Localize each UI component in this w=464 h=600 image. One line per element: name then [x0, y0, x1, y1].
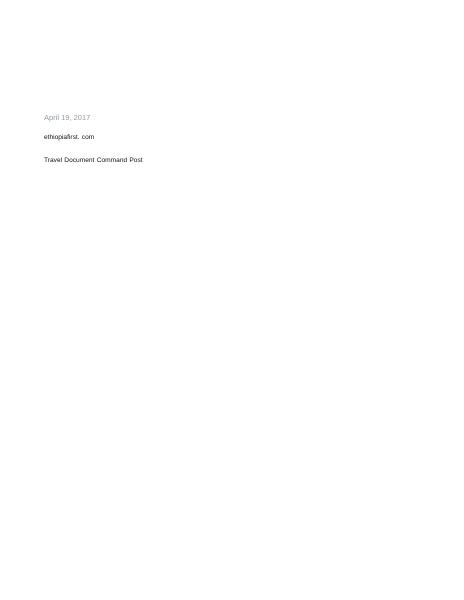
article-title: [44, 64, 422, 77]
article-author: [44, 99, 422, 109]
command-post-term: Command Post: [96, 157, 143, 164]
article-date: April 19, 2017: [44, 113, 91, 122]
ethiopiafirst-link[interactable]: ethiopiafirst. com: [44, 134, 95, 141]
article-paragraph-3: [44, 155, 422, 166]
article-paragraph-1: [44, 132, 422, 143]
travel-document-term: Travel Document: [44, 157, 95, 164]
